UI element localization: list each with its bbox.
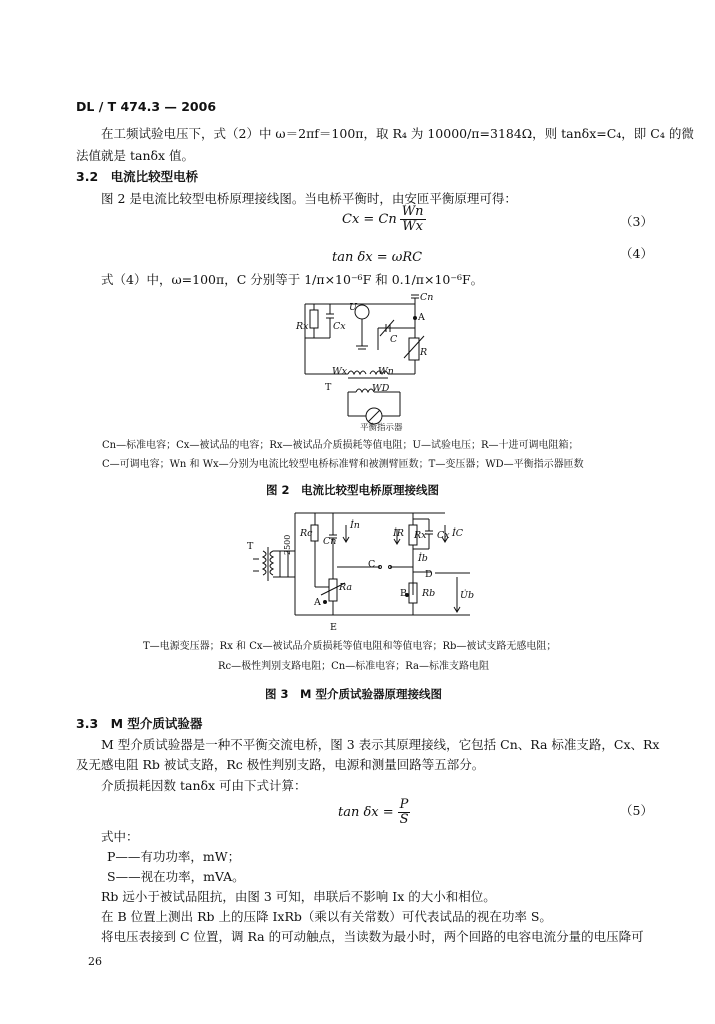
fig2-label-meter: 平衡指示器 xyxy=(360,423,403,433)
equation-lhs: Cx = Cn xyxy=(342,212,397,227)
figure-legend-line: T—电源变压器；Rx 和 Cx—被试品介质损耗等值电阻和等值电容；Rb—被试支路无感电阻； xyxy=(143,641,557,652)
equation-denominator: Wx xyxy=(402,219,423,234)
paragraph-line: 介质损耗因数 tanδx 可由下式计算： xyxy=(101,778,307,793)
equation-5 xyxy=(338,798,410,827)
fig3-label-Ub: U̇b xyxy=(460,590,475,601)
fig3-label-E: E xyxy=(330,622,337,633)
fig3-label-Rb: Rb xyxy=(422,588,436,599)
figure-caption: 图 2 电流比较型电桥原理接线图 xyxy=(266,483,440,497)
paragraph-line: 将电压表接到 C 位置，调 Ra 的可动触点，当读数为最小时，两个回路的电容电流分量的电压降可 xyxy=(101,929,644,944)
paragraph-line: 在工频试验电压下，式（2）中 ω＝2πf＝100π，取 R₄ 为 10000/π=3184Ω，则 tanδx=C₄，即 C₄ 的微 xyxy=(101,126,694,141)
equation-number: （5） xyxy=(620,803,653,818)
page-number: 26 xyxy=(88,955,102,968)
paragraph-line: 及无感电阻 Rb 被试支路，Rc 极性判别支路，电源和测量回路等五部分。 xyxy=(76,757,485,772)
where-intro: 式中： xyxy=(101,829,139,844)
equation-4: tan δx = ωRC xyxy=(332,250,423,265)
where-item: S——视在功率，mVA。 xyxy=(107,869,245,884)
equation-number: （3） xyxy=(620,214,653,229)
fig3-label-D: D xyxy=(425,569,433,580)
fig3-label-Ib: İb xyxy=(418,553,428,564)
figure-legend-line: Cn—标准电容；Cx—被试品的电容；Rx—被试品介质损耗等值电阻；U—试验电压；R—十进可调电阻箱； xyxy=(102,440,579,451)
fig3-label-B: B xyxy=(400,588,407,599)
figure-legend-line: Rc—极性判别支路电阻；Cn—标准电容；Ra—标准支路电阻 xyxy=(218,661,489,672)
fig3-label-Ra: Ra xyxy=(339,582,353,593)
fig2-label-WD: WD xyxy=(372,383,390,394)
paragraph-line: 图 2 是电流比较型电桥原理接线图。当电桥平衡时，由安匝平衡原理可得： xyxy=(101,191,517,206)
figure-legend-line: C—可调电容；Wn 和 Wx—分别为电流比较型电桥标准臂和被测臂匝数；T—变压器；WD—平衡指示器匝数 xyxy=(102,459,584,470)
fig3-label-Cx: Cx xyxy=(437,530,450,541)
fig2-label-Cn: Cn xyxy=(420,292,434,303)
equation-numerator: P xyxy=(399,797,409,812)
fig2-label-Cx: Cx xyxy=(333,321,346,332)
fig2-label-Wx: Wx xyxy=(332,366,348,377)
paragraph-line: M 型介质试验器是一种不平衡交流电桥，图 3 表示其原理接线，它包括 Cn、Ra 标准支路，Cx、Rx xyxy=(101,737,660,752)
where-item: P——有功功率，mW； xyxy=(107,849,241,864)
fig3-label-Rc: Rc xyxy=(300,528,313,539)
paragraph-line: 式（4）中，ω=100π，C 分别等于 1/π×10⁻⁶F 和 0.1/π×10⁻⁶F。 xyxy=(101,272,484,287)
fig3-label-IC: İC xyxy=(452,528,464,539)
figure-caption: 图 3 M 型介质试验器原理接线图 xyxy=(265,687,442,701)
fig2-label-C: C xyxy=(390,334,398,345)
equation-lhs: tan δx = xyxy=(338,805,394,820)
fig2-label-Rx: Rx xyxy=(296,321,309,332)
equation-denominator: S xyxy=(399,812,409,827)
fig3-label-Rx: Rx xyxy=(414,530,427,541)
equation-number: （4） xyxy=(620,246,653,261)
figure-2-diagram xyxy=(290,288,440,435)
paragraph-line: Rb 远小于被试品阻抗，由图 3 可知，串联后不影响 Ix 的大小和相位。 xyxy=(101,889,496,904)
fig2-label-U: U xyxy=(349,302,358,313)
fig3-label-voltage: 2500 xyxy=(283,534,292,555)
section-heading: 3.2 电流比较型电桥 xyxy=(76,169,199,184)
fig2-label-T: T xyxy=(325,382,332,393)
fig3-label-In: İn xyxy=(350,520,360,531)
fig3-label-Cn: Cn xyxy=(323,536,337,547)
fig2-label-A: A xyxy=(418,312,425,323)
paragraph-line: 在 B 位置上测出 Rb 上的压降 IxRb（乘以有关常数）可代表试品的视在功率 S。 xyxy=(101,909,552,924)
document-code: DL / T 474.3 — 2006 xyxy=(76,99,217,114)
fig3-label-C: C xyxy=(368,559,376,570)
section-heading: 3.3 M 型介质试验器 xyxy=(76,716,203,731)
fig3-label-A: A xyxy=(314,597,321,608)
fig2-label-R: R xyxy=(420,347,428,358)
equation-numerator: Wn xyxy=(401,204,424,219)
equation-3 xyxy=(342,205,426,234)
fig3-label-T: T xyxy=(247,541,254,552)
paragraph-line: 法值就是 tanδx 值。 xyxy=(76,148,195,163)
fig3-label-IR: İR xyxy=(393,528,404,539)
fig2-label-Wn: Wn xyxy=(378,366,394,377)
